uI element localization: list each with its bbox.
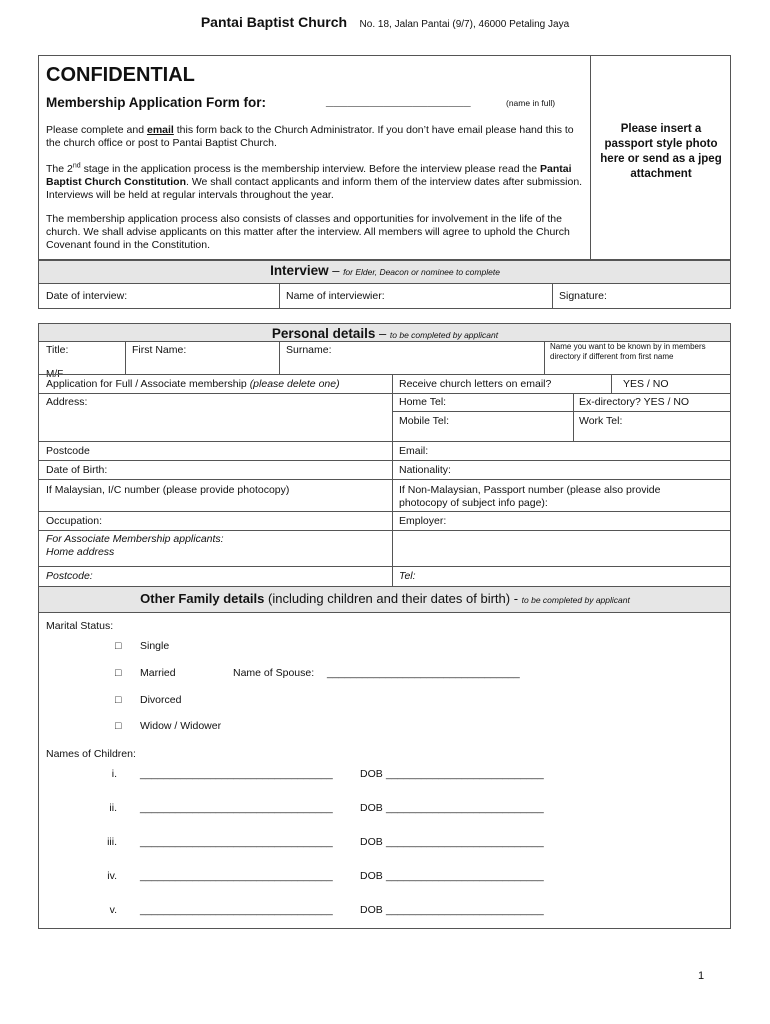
col-line [125,341,126,374]
option-single: Single [140,640,170,652]
ex-directory-field[interactable]: Ex-directory? YES / NO [579,396,690,408]
personal-dash: – [375,326,390,341]
col-line [573,393,574,441]
known-as-field[interactable]: Name you want to be known by in members directory if different from first name [550,342,706,361]
gender-mf[interactable]: M/F [46,369,64,380]
interview-divider-2 [552,283,553,309]
work-tel-field[interactable]: Work Tel: [579,415,623,427]
interview-divider-1 [279,283,280,309]
child-number: iii. [107,836,117,848]
option-married: Married [140,667,176,679]
family-title: Other Family details [140,591,265,606]
row-line [38,393,731,394]
row-line [38,441,731,442]
checkbox-divorced[interactable]: □ [115,694,122,706]
row-line [392,411,731,412]
para2-text-a: The 2 [46,163,73,175]
page-header [0,14,770,32]
child-dob-label: DOB [360,870,383,882]
intro-paragraph-3: The membership application process also consists of classes and opportunities for involvement in the life of the church. We shall advise applicants on this matter after the interview. All members will agree to uphold the Church Covenant found in the Constitution. [46,213,570,251]
para2-text-b: stage in the application process is the membership interview. Before the interview please read the [80,163,540,175]
child-number: iv. [107,870,117,882]
col-line [544,341,545,374]
personal-note: to be completed by applicant [389,330,499,340]
nationality-field[interactable]: Nationality: [399,464,451,476]
page-number: 1 [698,970,705,982]
child-name-field[interactable]: _________________________________ [140,836,333,848]
associate-postcode-field[interactable]: Postcode: [46,570,93,582]
child-dob-label: DOB [360,768,383,780]
confidential-heading: CONFIDENTIAL [46,64,195,86]
home-address-field[interactable]: Home address [46,546,115,558]
child-dob-field[interactable]: ___________________________ [386,870,544,882]
intro-paragraph-2 [46,163,586,202]
email-field[interactable]: Email: [399,445,429,457]
marital-status-label: Marital Status: [46,620,114,632]
associate-heading: For Associate Membership applicants: [46,533,224,545]
surname-field[interactable]: Surname: [286,344,332,356]
col-line [611,374,612,393]
row-line [38,586,731,587]
para1-text-a: Please complete and [46,124,147,136]
address-field[interactable]: Address: [46,396,88,408]
title-field[interactable]: Title: [46,344,69,356]
family-subtitle: (including children and their dates of birth) - [264,591,522,606]
occupation-field[interactable]: Occupation: [46,515,103,527]
row-line [38,374,731,375]
photo-divider [590,55,591,260]
name-in-full-hint: (name in full) [506,98,556,108]
home-tel-field[interactable]: Home Tel: [399,396,447,408]
church-name: Pantai Baptist Church [200,14,348,30]
postcode-field[interactable]: Postcode [46,445,90,457]
row-line [38,460,731,461]
personal-heading [0,327,770,342]
child-dob-label: DOB [360,836,383,848]
checkbox-widow[interactable]: □ [115,720,122,732]
child-number: v. [109,904,117,916]
family-note: to be completed by applicant [521,595,630,605]
interview-signature-field[interactable]: Signature: [559,290,607,302]
passport-number-field[interactable]: If Non-Malaysian, Passport number (please also provide photocopy of subject info page): [399,484,661,509]
option-divorced: Divorced [140,694,182,706]
associate-tel-field[interactable]: Tel: [399,570,416,582]
child-dob-field[interactable]: ___________________________ [386,836,544,848]
checkbox-single[interactable]: □ [115,640,122,652]
option-widow: Widow / Widower [140,720,222,732]
date-of-interview-field[interactable]: Date of interview: [46,290,128,302]
membership-type-label: Application for Full / Associate membership [46,378,250,390]
row-line [38,530,731,531]
family-heading [0,592,770,607]
children-label: Names of Children: [46,748,136,760]
child-number: i. [111,768,117,780]
membership-type-field[interactable] [46,378,340,391]
interview-note: for Elder, Deacon or nominee to complete [343,267,500,277]
mobile-tel-field[interactable]: Mobile Tel: [399,415,449,427]
child-dob-label: DOB [360,904,383,916]
ic-number-field[interactable]: If Malaysian, I/C number (please provide photocopy) [46,484,290,496]
child-dob-field[interactable]: ___________________________ [386,768,544,780]
interview-title: Interview [270,263,329,278]
row-line [38,479,731,480]
child-dob-field[interactable]: ___________________________ [386,904,544,916]
receive-email-yes-no[interactable]: YES / NO [623,378,669,390]
form-title: Membership Application Form for: [46,95,267,110]
para1-text-b: this form back to the Church Administrator. If you don’t have email please hand this to the church office or post to Pantai Baptist Church. [46,124,574,149]
church-address: No. 18, Jalan Pantai (9/7), 46000 Petaling Jaya [359,19,570,30]
checkbox-married[interactable]: □ [115,667,122,679]
constitution-reference: Pantai Baptist Church Constitution [46,163,572,188]
employer-field[interactable]: Employer: [399,515,447,527]
spouse-name-label: Name of Spouse: [233,667,315,679]
row-line [38,511,731,512]
child-name-field[interactable]: _________________________________ [140,768,333,780]
para2-text-c: . We shall contact applicants and inform them of the interview dates after submission. Interviews will be held at regular intervals throughout the year. [46,176,583,201]
col-line [279,341,280,374]
intro-paragraph-1 [46,124,586,150]
personal-title: Personal details [271,326,376,341]
spouse-name-field[interactable]: _________________________________ [327,667,520,679]
first-name-field[interactable]: First Name: [132,344,187,356]
child-name-field[interactable]: _________________________________ [140,802,333,814]
interviewer-name-field[interactable]: Name of interviewier: [286,290,385,302]
child-name-field[interactable]: _________________________________ [140,870,333,882]
child-name-field[interactable]: _________________________________ [140,904,333,916]
receive-email-label: Receive church letters on email? [399,378,552,390]
name-in-full-field[interactable]: ____________________ [326,93,471,108]
membership-type-note: (please delete one) [249,378,340,390]
child-dob-field[interactable]: ___________________________ [386,802,544,814]
col-line [392,374,393,586]
photo-placeholder[interactable]: Please insert a passport style photo here or send as a jpeg attachment [600,123,722,180]
date-of-birth-field[interactable]: Date of Birth: [46,464,108,476]
para2-superscript: nd [72,162,81,170]
para1-email-emphasis: email [146,124,174,136]
child-number: ii. [109,802,117,814]
row-line [38,566,731,567]
interview-heading [0,264,770,279]
row-line [38,612,731,613]
interview-dash: – [328,263,344,278]
interview-header-line [38,283,731,284]
child-dob-label: DOB [360,802,383,814]
